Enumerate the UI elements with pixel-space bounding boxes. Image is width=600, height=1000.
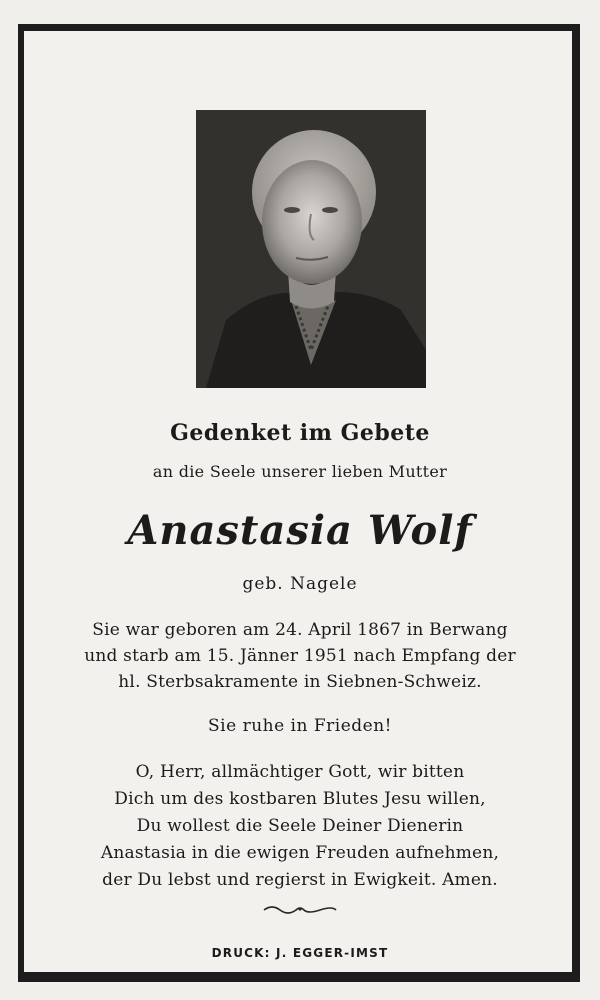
prayer-line: Dich um des kostbaren Blutes Jesu willen, xyxy=(114,789,486,809)
prayer-line: Du wollest die Seele Deiner Dienerin xyxy=(136,816,464,836)
bio-line: und starb am 15. Jänner 1951 nach Empfang der xyxy=(84,646,516,666)
printer-credit: DRUCK: J. EGGER-IMST xyxy=(211,946,389,960)
bio-line: Sie war geboren am 24. April 1867 in Berwang xyxy=(92,620,508,640)
portrait-icon xyxy=(196,110,426,388)
heading: Gedenket im Gebete xyxy=(170,420,430,446)
flourish-ornament-icon xyxy=(262,902,338,916)
bio-line: hl. Sterbsakramente in Siebnen-Schweiz. xyxy=(118,672,482,692)
prayer-line: der Du lebst und regierst in Ewigkeit. Amen. xyxy=(102,870,498,890)
maiden-name: geb. Nagele xyxy=(242,574,358,594)
portrait-photo xyxy=(196,110,426,388)
rest-in-peace: Sie ruhe in Frieden! xyxy=(208,716,392,736)
prayer-line: O, Herr, allmächtiger Gott, wir bitten xyxy=(135,762,465,782)
prayer-line: Anastasia in die ewigen Freuden aufnehmen, xyxy=(100,843,500,863)
deceased-name: Anastasia Wolf xyxy=(127,507,473,554)
subheading: an die Seele unserer lieben Mutter xyxy=(152,462,448,481)
